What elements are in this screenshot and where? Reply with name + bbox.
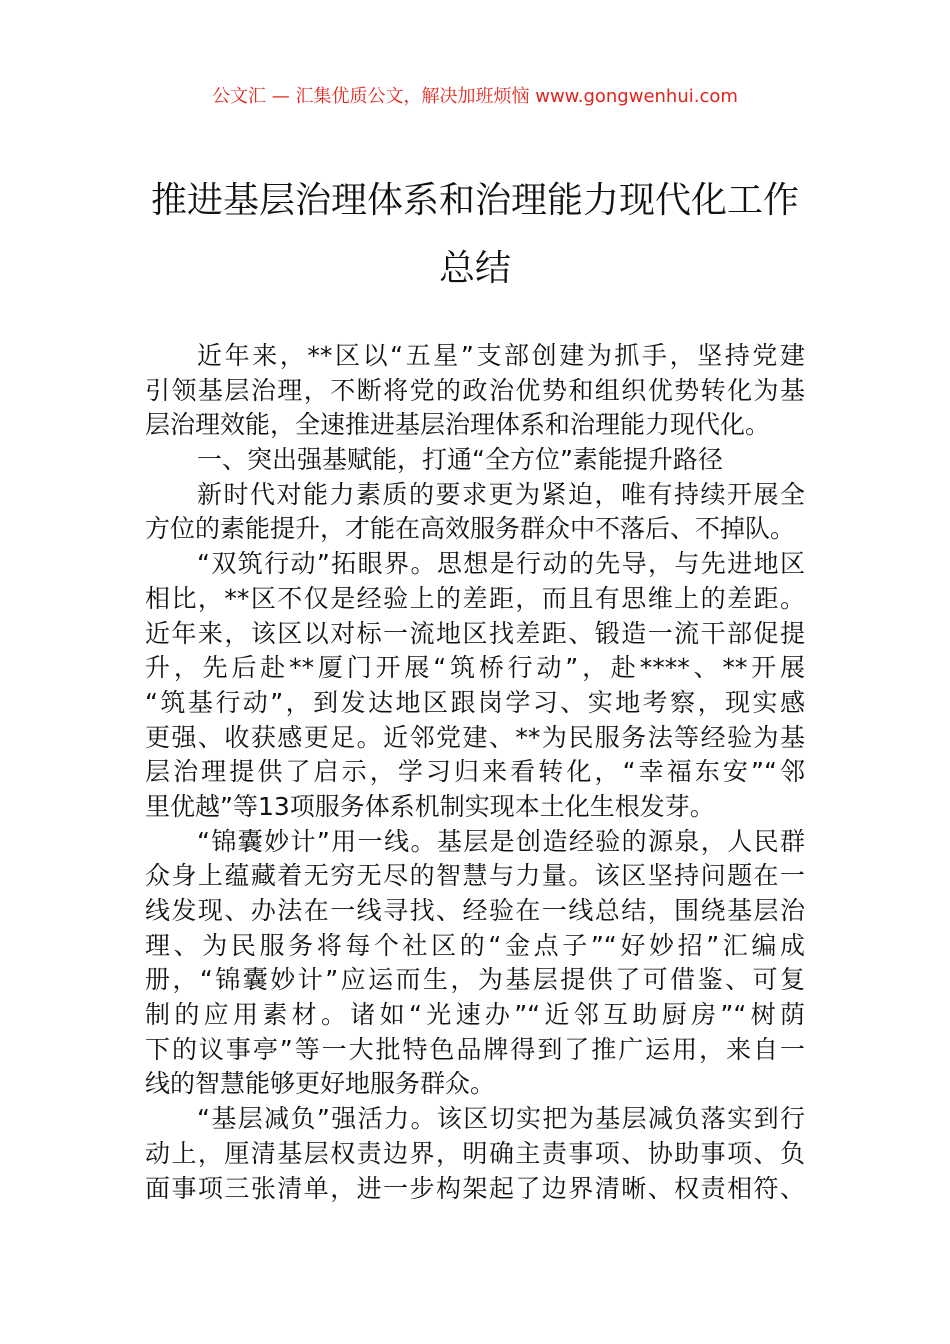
paragraph	[145, 339, 805, 443]
text-line: 线发现、办法在一线寻找、经验在一线总结，围绕基层治	[145, 896, 805, 925]
text-line: 近年来，该区以对标一流地区找差距、锻造一流干部促提	[145, 618, 805, 648]
document-title-line-1: 推进基层治理体系和治理能力现代化工作	[150, 180, 799, 221]
text-line: 更强、收获感更足。近邻党建、**为民服务法等经验为基	[145, 722, 805, 752]
section-heading	[145, 443, 805, 478]
watermark-header: 公文汇 — 汇集优质公文，解决加班烦恼 www.gongwenhui.com	[212, 86, 738, 107]
text-line: “锦囊妙计”用一线。基层是创造经验的源泉，人民群	[197, 826, 805, 856]
text-line: 近年来，**区以“五星”支部创建为抓手，坚持党建	[197, 341, 805, 370]
text-line: “筑基行动”，到发达地区跟岗学习、实地考察，现实感	[145, 687, 805, 717]
text-line: 层治理提供了启示，学习归来看转化，“幸福东安”“邻	[145, 757, 805, 787]
text-line: 线的智慧能够更好地服务群众。	[145, 1069, 496, 1099]
text-line: 里优越”等13项服务体系机制实现本土化生根发芽。	[145, 791, 715, 821]
text-line: “基层减负”强活力。该区切实把为基层减负落实到行	[197, 1104, 805, 1134]
text-line: 层治理效能，全速推进基层治理体系和治理能力现代化。	[145, 410, 771, 440]
text-line: 新时代对能力素质的要求更为紧迫，唯有持续开展全	[197, 479, 805, 509]
paragraph	[145, 547, 805, 825]
text-line: 下的议事亭”等一大批特色品牌得到了推广运用，来自一	[145, 1034, 805, 1064]
text-line: 升，先后赴**厦门开展“筑桥行动”，赴****、**开展	[145, 653, 805, 683]
text-line: 一、突出强基赋能，打通“全方位”素能提升路径	[197, 445, 723, 475]
text-line: 方位的素能提升，才能在高效服务群众中不落后、不掉队。	[145, 514, 796, 544]
text-line: “双筑行动”拓眼界。思想是行动的先导，与先进地区	[197, 549, 805, 579]
text-line: 面事项三张清单，进一步构架起了边界清晰、权责相符、	[145, 1173, 805, 1203]
paragraph	[145, 1102, 805, 1206]
text-line: 相比，**区不仅是经验上的差距，而且有思维上的差距。	[145, 583, 805, 613]
document-title-line-2: 总结	[438, 248, 511, 289]
text-line: 制的应用素材。诸如“光速办”“近邻互助厨房”“树荫	[145, 1000, 805, 1030]
text-line: 理、为民服务将每个社区的“金点子”“好妙招”汇编成	[145, 930, 805, 960]
paragraph	[145, 478, 805, 547]
text-line: 册，“锦囊妙计”应运而生，为基层提供了可借鉴、可复	[145, 965, 805, 995]
text-line: 引领基层治理，不断将党的政治优势和组织优势转化为基	[145, 375, 805, 405]
text-line: 众身上蕴藏着无穷无尽的智慧与力量。该区坚持问题在一	[145, 861, 805, 891]
text-line: 动上，厘清基层权责边界，明确主责事项、协助事项、负	[145, 1138, 805, 1168]
paragraph	[145, 825, 805, 1103]
document-body	[145, 339, 805, 1206]
